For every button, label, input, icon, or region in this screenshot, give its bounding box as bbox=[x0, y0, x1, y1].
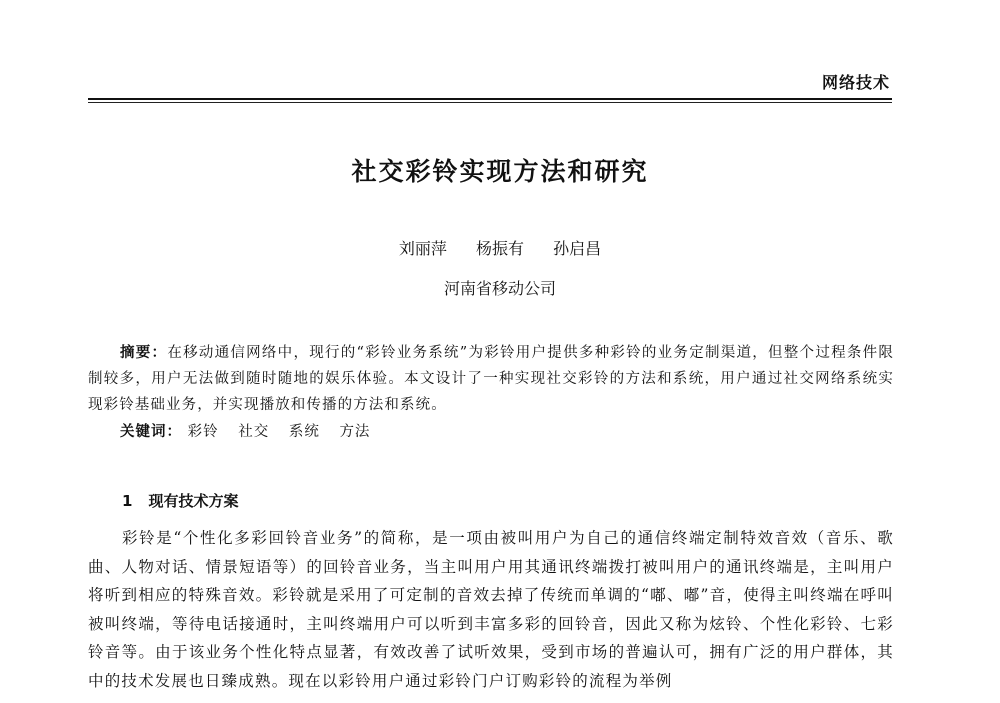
keywords-label: 关键词： bbox=[120, 424, 182, 440]
keyword: 方法 bbox=[339, 424, 371, 440]
author-name: 杨振有 bbox=[475, 239, 524, 258]
header-rule-thin bbox=[88, 102, 892, 103]
body-paragraph: 彩铃是“个性化多彩回铃音业务”的简称，是一项由被叫用户为自己的通信终端定制特效音效（音乐、歌曲、人物对话、情景短语等）的回铃音业务，当主叫用户用其通讯终端拨打被叫用户的通讯终端是，主叫用户将听到相应的特殊音效。彩铃就是采用了可定制的音效去掉了传统而单调的“嘟、嘟”音，使得主叫终端在呼叫被叫终端，等待电话接通时，主叫终端用户可以听到丰富多彩的回铃音，因此又称为炫铃、个性化彩铃、七彩铃音等。由于该业务个性化特点显著，有效改善了试听效果，受到市场的普遍认可，拥有广泛的用户群体，其中的技术发展也日臻成熟。现在以彩铃用户通过彩铃门户订购彩铃的流程为举例 bbox=[88, 529, 894, 690]
abstract-label: 摘要： bbox=[120, 345, 168, 361]
keyword: 社交 bbox=[238, 424, 270, 440]
paper-title: 社交彩铃实现方法和研究 bbox=[351, 157, 649, 186]
author-name: 刘丽萍 bbox=[398, 239, 447, 258]
author-list bbox=[0, 236, 1000, 259]
abstract-text: 在移动通信网络中，现行的“彩铃业务系统”为彩铃用户提供多种彩铃的业务定制渠道，但整个过程条件限制较多，用户无法做到随时随地的娱乐体验。本文设计了一种实现社交彩铃的方法和系统，用户通过社交网络系统实现彩铃基础业务，并实现播放和传播的方法和系统。 bbox=[88, 345, 894, 413]
keyword: 系统 bbox=[288, 424, 320, 440]
affiliation: 河南省移动公司 bbox=[443, 279, 556, 298]
keywords bbox=[120, 420, 384, 441]
section-tag: 网络技术 bbox=[821, 73, 890, 92]
author-name: 孙启昌 bbox=[553, 239, 602, 258]
section-title: 现有技术方案 bbox=[148, 492, 239, 510]
section-heading bbox=[122, 490, 238, 511]
keyword: 彩铃 bbox=[187, 424, 219, 440]
header-rule bbox=[88, 98, 892, 100]
abstract bbox=[88, 340, 894, 418]
section-number: 1 bbox=[122, 492, 133, 510]
